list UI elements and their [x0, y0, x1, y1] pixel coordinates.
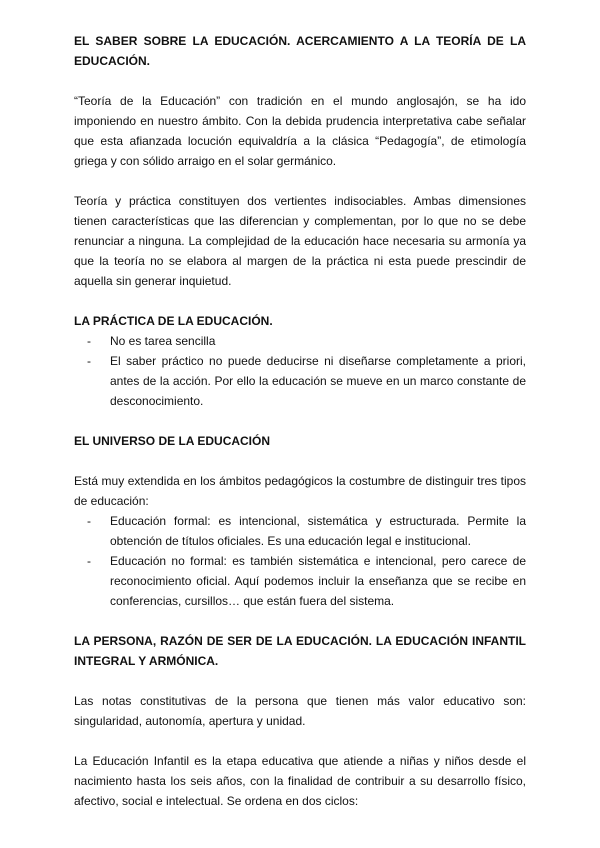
list-item-text: El saber práctico no puede deducirse ni diseñarse completamente a priori, antes de la acción. Por ello la educación se mueve en un marco constante de desconocimiento. [110, 354, 526, 408]
paragraph-notas-persona: Las notas constitutivas de la persona que tienen más valor educativo son: singularidad, autonomía, apertura y unidad. [74, 694, 526, 728]
heading-practica-educacion: LA PRÁCTICA DE LA EDUCACIÓN. [74, 314, 273, 328]
document-body [74, 31, 526, 811]
paragraph-educacion-infantil: La Educación Infantil es la etapa educativa que atiende a niñas y niños desde el nacimiento hasta los seis años, con la finalidad de contribuir a su desarrollo físico, afectivo, social e intelectual. Se ordena en dos ciclos: [74, 754, 526, 808]
list-item [74, 351, 526, 411]
list-item [74, 551, 526, 611]
heading-persona-educacion: LA PERSONA, RAZÓN DE SER DE LA EDUCACIÓN. LA EDUCACIÓN INFANTIL INTEGRAL Y ARMÓNICA. [74, 634, 526, 668]
paragraph-tipos-educacion: Está muy extendida en los ámbitos pedagógicos la costumbre de distinguir tres tipos de educación: [74, 474, 526, 508]
list-practica [74, 331, 526, 411]
paragraph-teoria-educacion: “Teoría de la Educación” con tradición en el mundo anglosajón, se ha ido imponiendo en nuestro ámbito. Con la debida prudencia interpretativa cabe señalar que esta afianzada locución equivaldría a la clásica “Pedagogía”, de etimología griega y con sólido arraigo en el solar germánico. [74, 94, 526, 168]
list-item [74, 511, 526, 551]
heading-saber-educacion: EL SABER SOBRE LA EDUCACIÓN. ACERCAMIENTO A LA TEORÍA DE LA EDUCACIÓN. [74, 34, 526, 68]
bullet-dash: - [87, 554, 91, 568]
heading-universo-educacion: EL UNIVERSO DE LA EDUCACIÓN [74, 434, 271, 448]
bullet-dash: - [87, 354, 91, 368]
list-item [74, 331, 526, 351]
bullet-dash: - [87, 334, 91, 348]
paragraph-teoria-practica: Teoría y práctica constituyen dos vertientes indisociables. Ambas dimensiones tienen características que las diferencian y complementan, por lo que no se debe renunciar a ninguna. La complejidad de la educación hace necesaria su armonía ya que la teoría no se elabora al margen de la práctica ni esta puede prescindir de aquella sin generar inquietud. [74, 194, 526, 288]
list-tipos-educacion [74, 511, 526, 611]
list-item-text: Educación formal: es intencional, sistemática y estructurada. Permite la obtención de títulos oficiales. Es una educación legal e institucional. [110, 514, 526, 548]
list-item-text: Educación no formal: es también sistemática e intencional, pero carece de reconocimiento oficial. Aquí podemos incluir la enseñanza que se recibe en conferencias, cursillos… que están fuera del sistema. [110, 554, 526, 608]
bullet-dash: - [87, 514, 91, 528]
list-item-text: No es tarea sencilla [110, 334, 216, 348]
